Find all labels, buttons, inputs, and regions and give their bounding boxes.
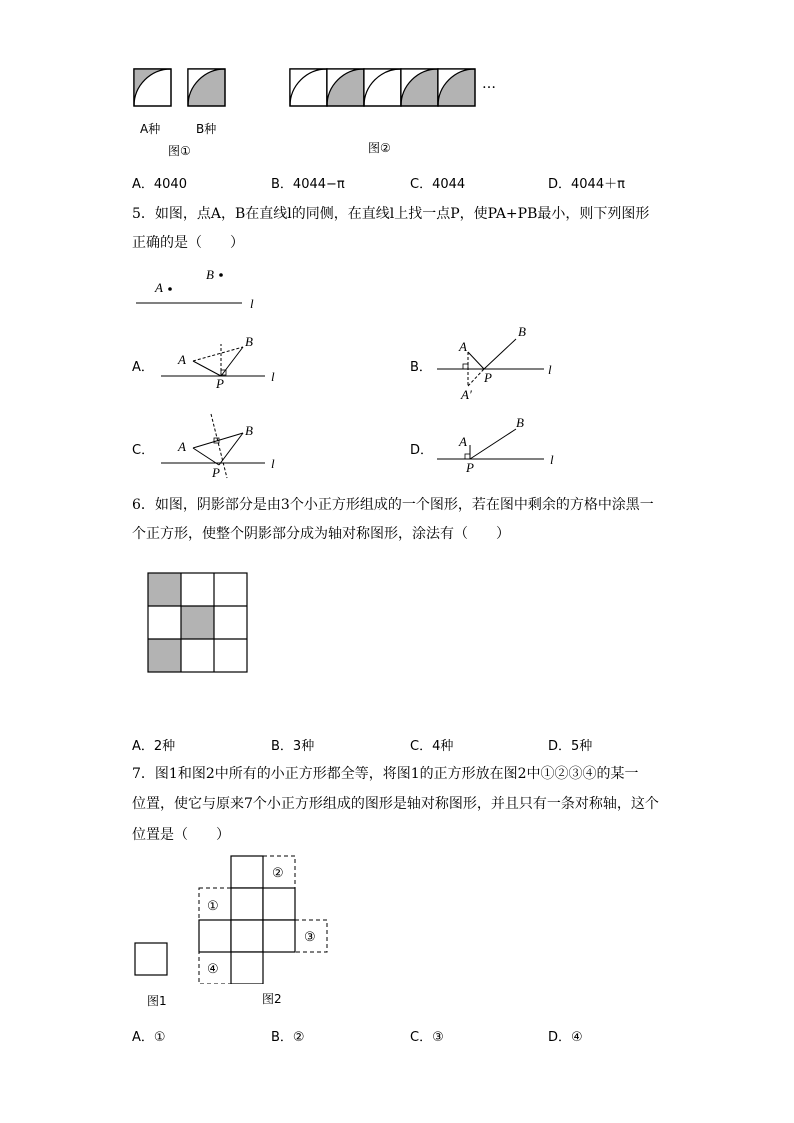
q7-option-a: A．① [132, 1030, 166, 1045]
q7-line3: 位置是（ ） [132, 827, 230, 843]
q5c-label-a: A [178, 439, 186, 454]
q5d-label-a: A [459, 434, 467, 449]
q5-figure-a [155, 330, 290, 390]
q5c-label-p: P [212, 465, 220, 480]
q5-stem-label-l: l [250, 296, 254, 311]
q5-figure-c [155, 408, 290, 480]
q7-fig2 [195, 852, 335, 984]
q7-line1: 7．图1和图2中所有的小正方形都全等，将图1的正方形放在图2中①②③④的某一 [132, 766, 639, 782]
q5-figure-d [432, 412, 567, 478]
ellipsis: … [482, 76, 496, 92]
q5-line2: 正确的是（ ） [132, 235, 244, 251]
q5d-label-l: l [550, 452, 554, 467]
q5-option-a: A． [132, 360, 154, 375]
q7-mark-2: ② [272, 865, 284, 880]
q7-mark-4: ④ [207, 961, 219, 976]
q5b-label-b: B [518, 324, 526, 339]
q7-option-b: B．② [271, 1030, 305, 1045]
caption-fig-2: 图② [368, 141, 391, 155]
q5a-label-a: A [178, 352, 186, 367]
q4-option-d: D．4044＋π [548, 177, 625, 192]
q5b-label-l: l [548, 362, 552, 377]
q5b-label-p: P [484, 370, 492, 385]
q7-mark-3: ③ [304, 929, 316, 944]
label-b-tile: B种 [196, 122, 217, 136]
q5-figure-b [432, 322, 567, 402]
q5-option-b: B． [410, 360, 432, 375]
q6-option-b: B．3种 [271, 739, 315, 754]
q5b-label-a-prime: A′ [461, 387, 472, 402]
q5-option-d: D． [410, 443, 434, 458]
q5-option-c: C． [132, 443, 155, 458]
q4-option-c: C．4044 [410, 177, 466, 192]
q5-line1: 5．如图，点A，B在直线l的同侧，在直线l上找一点P，使PA+PB最小，则下列图形 [132, 206, 650, 222]
q4-option-a: A．4040 [132, 177, 187, 192]
q7-mark-1: ① [207, 898, 219, 913]
label-a-tile: A种 [140, 122, 161, 136]
q6-line1: 6．如图，阴影部分是由3个小正方形组成的一个图形，若在图中剩余的方格中涂黑一 [132, 497, 654, 513]
q6-option-c: C．4种 [410, 739, 454, 754]
q5-stem-label-a: A [155, 280, 163, 295]
q5b-label-a: A [459, 339, 467, 354]
q4-option-b: B．4044−π [271, 177, 345, 192]
q5c-label-b: B [245, 423, 253, 438]
q7-line2: 位置，使它与原来7个小正方形组成的图形是轴对称图形，并且只有一条对称轴，这个 [132, 796, 659, 812]
q7-option-d: D．④ [548, 1030, 583, 1045]
caption-fig-1: 图① [168, 144, 191, 158]
q6-option-a: A．2种 [132, 739, 176, 754]
q7-caption-fig2: 图2 [262, 992, 282, 1006]
q5-stem-label-b: B [206, 267, 214, 282]
q7-fig1-square [132, 940, 172, 980]
q7-option-c: C．③ [410, 1030, 444, 1045]
q6-line2: 个正方形，使整个阴影部分成为轴对称图形，涂法有（ ） [132, 526, 510, 542]
q5a-label-l: l [271, 369, 275, 384]
q6-option-d: D．5种 [548, 739, 593, 754]
tile-b [188, 69, 225, 106]
q5a-label-p: P [216, 376, 224, 390]
q5a-label-b: B [245, 334, 253, 349]
q5-stem-figure [130, 262, 270, 312]
q5d-label-b: B [516, 415, 524, 430]
q6-grid [146, 571, 250, 675]
q7-caption-fig1: 图1 [147, 994, 167, 1008]
q5c-label-l: l [271, 456, 275, 471]
tile-a [134, 69, 171, 106]
tile-row [290, 69, 475, 106]
q5d-label-p: P [466, 460, 474, 475]
